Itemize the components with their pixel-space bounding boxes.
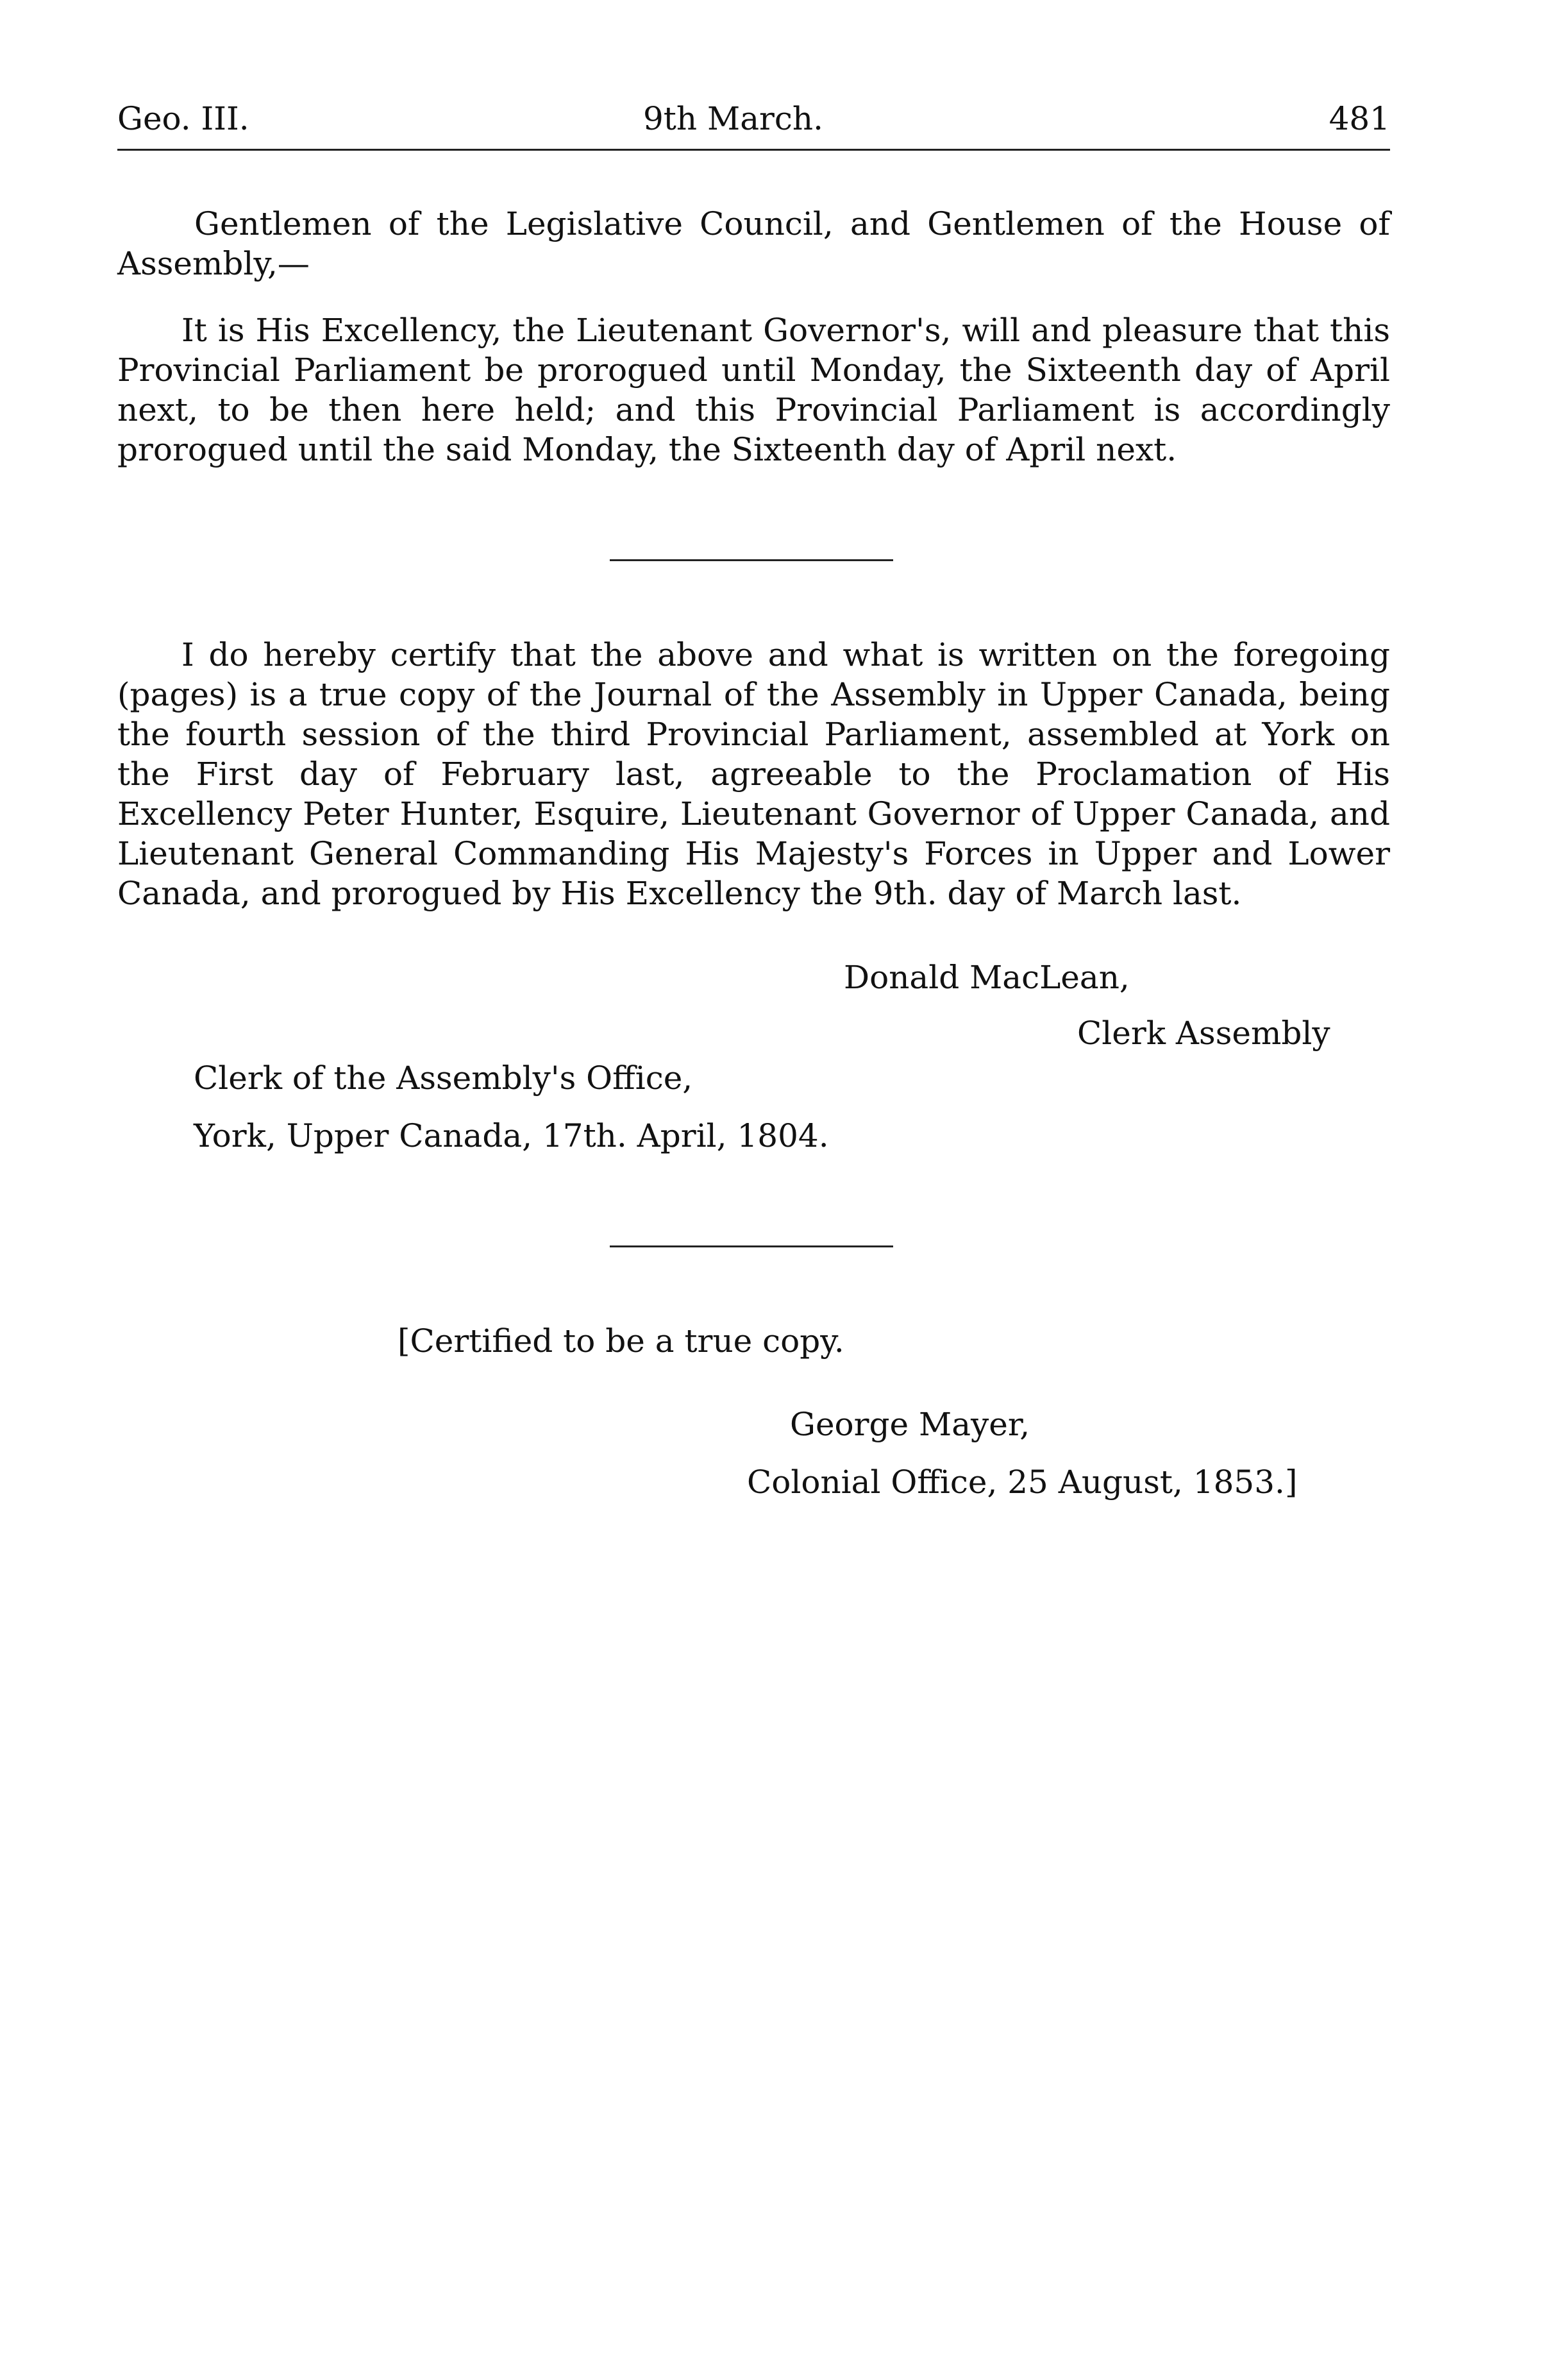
header-rule <box>117 149 1390 151</box>
prorogation-paragraph: It is His Excellency, the Lieutenant Governor's, will and pleasure that this Provincial Parliament be prorogued until Monday, the Sixteenth day of April next, to be then here held; and this Provincial Parliament is accordingly prorogued until the said Monday, the Sixteenth day of April next. <box>117 312 1390 468</box>
signatory-name: Donald MacLean, <box>844 959 1130 996</box>
reign-label: Geo. III. <box>117 100 249 137</box>
running-head <box>117 96 1390 141</box>
certification-paragraph: I do hereby certify that the above and what is written on the foregoing (pages) is a true copy of the Journal of the Assembly in Upper Canada, being the fourth session of the third Provincial Parliament, assembled at York on the First day of February last, agreeable to the Proclamation of His Excellency Peter Hunter, Esquire, Lieutenant Governor of Upper Canada, and Lieutenant General Commanding His Majesty's Forces in Upper and Lower Canada, and prorogued by His Excellency the 9th. day of March last. <box>117 636 1390 912</box>
address-paragraph: Gentlemen of the Legislative Council, and Gentlemen of the House of Assembly,— <box>117 205 1390 282</box>
section-divider <box>610 559 893 561</box>
signatory-title: Clerk Assembly <box>1077 1015 1330 1052</box>
section-divider <box>610 1245 893 1247</box>
date-heading: 9th March. <box>643 100 824 137</box>
certifier-name: George Mayer, <box>790 1406 1030 1443</box>
page-number: 481 <box>1329 100 1390 137</box>
place-date-line: York, Upper Canada, 17th. April, 1804. <box>194 1117 829 1154</box>
certifier-office: Colonial Office, 25 August, 1853.] <box>747 1464 1298 1501</box>
certification-note: [Certified to be a true copy. <box>398 1322 844 1360</box>
office-line: Clerk of the Assembly's Office, <box>194 1059 693 1097</box>
